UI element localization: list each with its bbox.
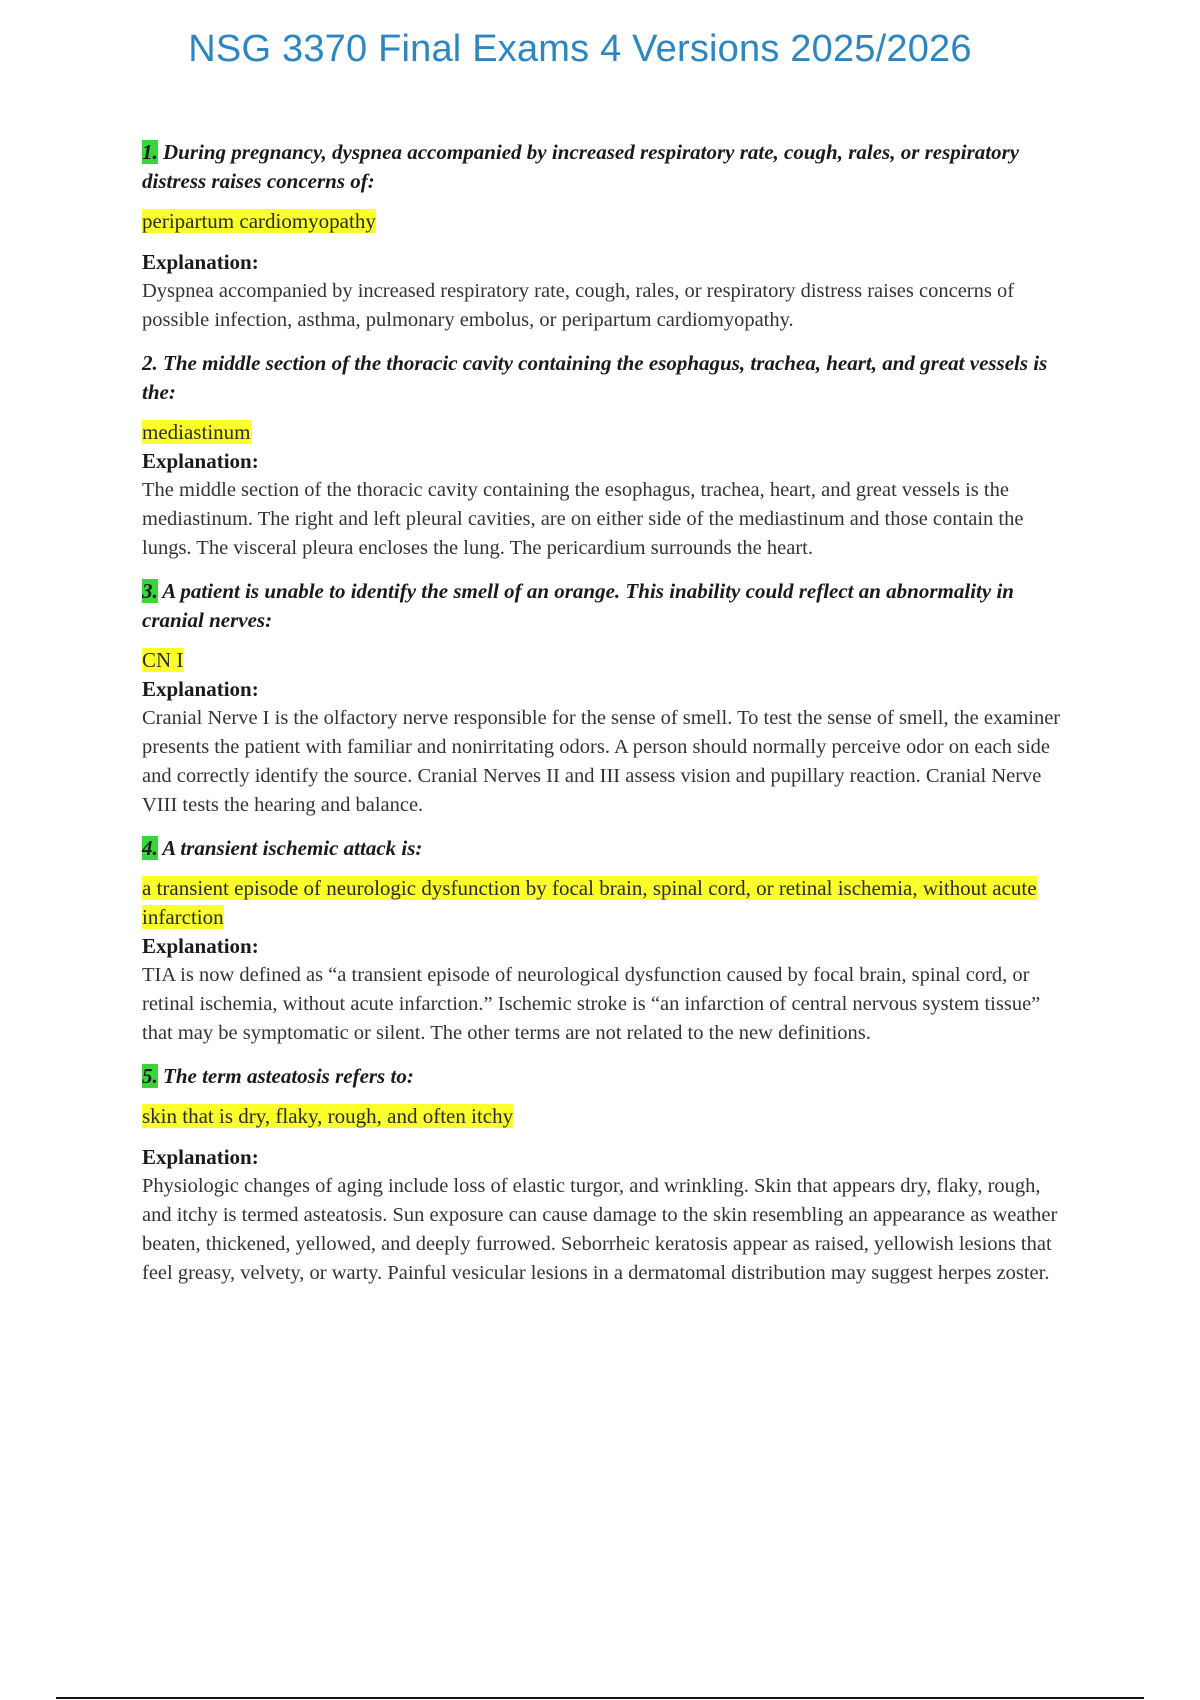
footer-divider <box>56 1697 1144 1699</box>
explanation-text-1: Dyspnea accompanied by increased respiratory rate, cough, rales, or respiratory distress raises concerns of possible infection, asthma, pulmonary embolus, or peripartum cardiomyopathy. <box>142 280 1015 331</box>
question-block-4 <box>142 834 1062 1048</box>
question-list <box>142 138 1062 1302</box>
explanation-text-2: The middle section of the thoracic cavity containing the esophagus, trachea, heart, and great vessels is the mediastinum. The right and left pleural cavities, are on either side of the mediastinum and those contain the lungs. The visceral pleura encloses the lung. The pericardium surrounds the heart. <box>142 479 1024 559</box>
explanation-label: Explanation: <box>142 1145 259 1169</box>
question-text: A transient ischemic attack is: <box>162 836 423 860</box>
answer-3 <box>142 646 1062 675</box>
question-block-3 <box>142 577 1062 820</box>
question-block-2 <box>142 349 1062 563</box>
answer-highlight: mediastinum <box>142 420 251 444</box>
answer-highlight: peripartum cardiomyopathy <box>142 209 376 233</box>
answer-highlight: skin that is dry, flaky, rough, and often itchy <box>142 1104 514 1128</box>
explanation-label: Explanation: <box>142 449 259 473</box>
explanation-text-5: Physiologic changes of aging include loss of elastic turgor, and wrinkling. Skin that appears dry, flaky, rough, and itchy is termed asteatosis. Sun exposure can cause damage to the skin resembling an appearance as weather beaten, thickened, yellowed, and deeply furrowed. Seborrheic keratosis appear as raised, yellowish lesions that feel greasy, velvety, or warty. Painful vesicular lesions in a dermatomal distribution may suggest herpes zoster. <box>142 1175 1058 1284</box>
question-4 <box>142 834 1062 863</box>
explanation-text-4: TIA is now defined as “a transient episode of neurological dysfunction caused by focal brain, spinal cord, or retinal ischemia, without acute infarction.” Ischemic stroke is “an infarction of central nervous system tissue” that may be symptomatic or silent. The other terms are not related to the new definitions. <box>142 964 1041 1044</box>
explanation-label: Explanation: <box>142 250 259 274</box>
page-title: NSG 3370 Final Exams 4 Versions 2025/2026 <box>188 28 972 70</box>
question-5 <box>142 1062 1062 1091</box>
answer-highlight: a transient episode of neurologic dysfunction by focal brain, spinal cord, or retinal ischemia, without acute infarction <box>142 876 1037 929</box>
question-text: During pregnancy, dyspnea accompanied by increased respiratory rate, cough, rales, or respiratory distress raises concerns of: <box>142 140 1020 193</box>
question-number: 1. <box>142 140 158 164</box>
question-number: 3. <box>142 579 158 603</box>
explanation-text-3: Cranial Nerve I is the olfactory nerve responsible for the sense of smell. To test the sense of smell, the examiner presents the patient with familiar and nonirritating odors. A person should normally perceive odor on each side and correctly identify the source. Cranial Nerves II and III assess vision and pupillary reaction. Cranial Nerve VIII tests the hearing and balance. <box>142 707 1061 816</box>
question-number: 5. <box>142 1064 158 1088</box>
question-2 <box>142 349 1062 407</box>
question-number: 4. <box>142 836 158 860</box>
question-block-1 <box>142 138 1062 335</box>
answer-5 <box>142 1102 1062 1131</box>
explanation-label: Explanation: <box>142 934 259 958</box>
answer-4 <box>142 874 1062 932</box>
question-text: The middle section of the thoracic cavity containing the esophagus, trachea, heart, and great vessels is the: <box>142 351 1048 404</box>
question-number: 2. <box>142 351 158 375</box>
question-block-5 <box>142 1062 1062 1288</box>
question-3 <box>142 577 1062 635</box>
question-text: The term asteatosis refers to: <box>163 1064 414 1088</box>
answer-2 <box>142 418 1062 447</box>
answer-1 <box>142 207 1062 236</box>
explanation-label: Explanation: <box>142 677 259 701</box>
question-1 <box>142 138 1062 196</box>
question-text: A patient is unable to identify the smell of an orange. This inability could reflect an abnormality in cranial nerves: <box>142 579 1014 632</box>
answer-highlight: CN I <box>142 648 184 672</box>
